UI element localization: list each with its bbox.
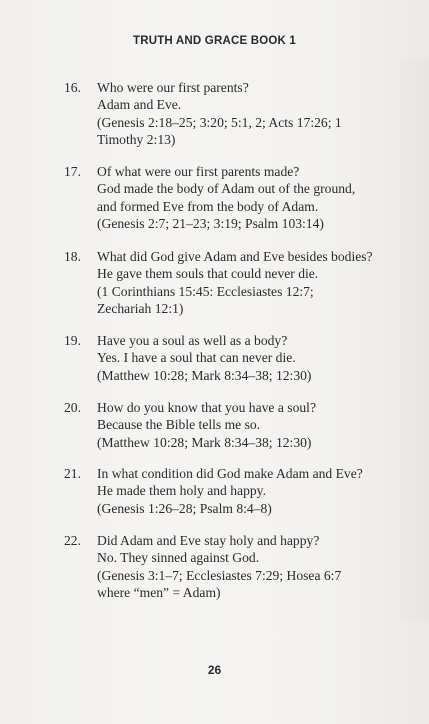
question-number: 16.: [64, 80, 81, 95]
question-21: [64, 465, 384, 517]
question-17: [64, 163, 384, 233]
question-22: [64, 532, 384, 602]
answer-text: No. They sinned against God.: [97, 550, 260, 566]
answer-text: Yes. I have a soul that can never die.: [97, 350, 296, 366]
scripture-reference: (Genesis 3:1–7; Ecclesiastes 7:29; Hosea 6:7: [97, 567, 342, 583]
question-text: Who were our first parents?: [97, 80, 249, 95]
question-text: Have you a soul as well as a body?: [97, 333, 288, 348]
question-text: How do you know that you have a soul?: [97, 400, 316, 415]
answer-text: Adam and Eve.: [97, 97, 182, 113]
question-body: [97, 163, 384, 233]
answer-text: He made them holy and happy.: [97, 483, 266, 499]
question-body: [97, 248, 384, 318]
scripture-reference: Zechariah 12:1): [97, 301, 184, 317]
scripture-reference: Timothy 2:13): [97, 132, 176, 148]
page-number: 26: [207, 663, 222, 677]
show-through-shadow: [389, 60, 429, 620]
question-body: [97, 332, 384, 384]
answer-text: and formed Eve from the body of Adam.: [97, 198, 319, 214]
running-header: TRUTH AND GRACE BOOK 1: [132, 35, 297, 47]
question-16: [64, 79, 384, 149]
question-body: [97, 465, 384, 517]
question-body: [97, 79, 384, 149]
question-number: 22.: [64, 533, 81, 548]
scripture-reference: (Matthew 10:28; Mark 8:34–38; 12:30): [97, 367, 312, 383]
question-number: 20.: [64, 400, 81, 415]
scripture-reference: (Genesis 2:7; 21–23; 3:19; Psalm 103:14): [97, 216, 324, 232]
question-text: In what condition did God make Adam and Eve?: [97, 466, 363, 481]
question-number: 17.: [64, 164, 81, 179]
question-body: [97, 399, 384, 451]
question-text: Did Adam and Eve stay holy and happy?: [97, 533, 320, 548]
question-number: 21.: [64, 466, 81, 481]
question-19: [64, 332, 384, 384]
question-number: 19.: [64, 333, 81, 348]
question-18: [64, 248, 384, 318]
answer-text: He gave them souls that could never die.: [97, 266, 319, 282]
scripture-reference: (Matthew 10:28; Mark 8:34–38; 12:30): [97, 434, 312, 450]
question-20: [64, 399, 384, 451]
scripture-reference: where “men” = Adam): [97, 585, 221, 601]
question-number: 18.: [64, 249, 81, 264]
question-body: [97, 532, 384, 602]
answer-text: Because the Bible tells me so.: [97, 417, 261, 433]
question-text: Of what were our first parents made?: [97, 164, 300, 179]
question-text: What did God give Adam and Eve besides bodies?: [97, 249, 373, 264]
scripture-reference: (Genesis 1:26–28; Psalm 8:4–8): [97, 500, 272, 516]
scripture-reference: (Genesis 2:18–25; 3:20; 5:1, 2; Acts 17:26; 1: [97, 114, 342, 130]
scripture-reference: (1 Corinthians 15:45: Ecclesiastes 12:7;: [97, 283, 314, 299]
answer-text: God made the body of Adam out of the ground,: [97, 181, 356, 197]
